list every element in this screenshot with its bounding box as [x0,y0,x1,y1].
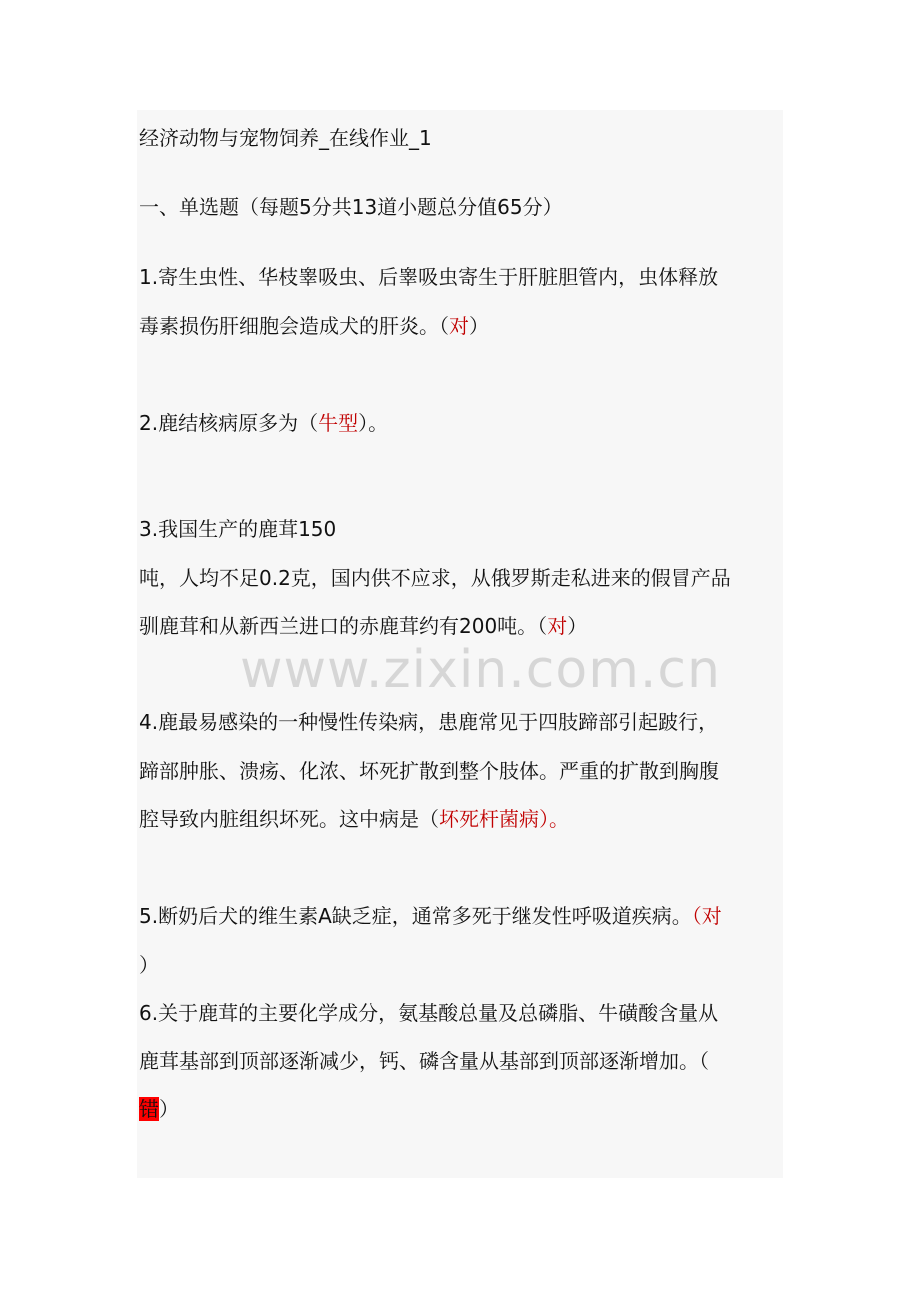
question-6-answer: 错 [139,1097,159,1121]
question-5-line-2: ） [139,953,159,977]
question-6-line-1: 6.关于鹿茸的主要化学成分，氨基酸总量及总磷脂、牛磺酸含量从 [139,1001,719,1025]
question-4-text: 腔导致内脏组织坏死。这中病是（ [139,807,439,831]
question-4-line-1: 4.鹿最易感染的一种慢性传染病，患鹿常见于四肢蹄部引起跛行， [139,710,719,734]
question-6-close: ） [159,1097,179,1121]
question-1-line-2 [139,312,489,340]
question-2-answer: 牛型 [318,411,359,435]
document-title: 经济动物与宠物饲养_在线作业_1 [139,126,432,150]
question-2-close: ）。 [358,411,389,435]
question-4-line-3 [139,805,569,833]
question-4-line-2: 蹄部肿胀、溃疡、化浓、坏死扩散到整个肢体。严重的扩散到胸腹 [139,759,719,783]
question-3-answer: 对 [547,614,568,638]
question-6-line-3 [139,1095,179,1123]
question-1-line-1: 1.寄生虫性、华枝睾吸虫、后睾吸虫寄生于肝脏胆管内，虫体释放 [139,265,719,289]
question-3-line-1: 3.我国生产的鹿茸150 [139,517,337,541]
question-2 [139,409,388,437]
question-1-text: 毒素损伤肝细胞会造成犬的肝炎。（ [139,314,449,338]
question-3-line-2: 吨，人均不足0.2克，国内供不应求，从俄罗斯走私进来的假冒产品 [139,566,731,590]
watermark: www.zixin.com.cn [240,640,721,700]
question-5-text: 5.断奶后犬的维生素A缺乏症，通常多死于继发性呼吸道疾病。 [139,904,692,928]
question-1-answer: 对 [449,314,469,338]
question-3-line-3 [139,612,587,640]
section-heading: 一、单选题（每题5分共13道小题总分值65分） [139,195,563,219]
question-5-answer: （对 [691,904,722,928]
question-3-close: ） [567,614,588,638]
question-3-text: 驯鹿茸和从新西兰进口的赤鹿茸约有200吨。（ [139,614,548,638]
question-5-line-1 [139,902,722,930]
question-2-text: 2.鹿结核病原多为（ [139,411,319,435]
question-6-line-2: 鹿茸基部到顶部逐渐减少，钙、磷含量从基部到顶部逐渐增加。（ [139,1049,709,1073]
question-1-close: ） [469,314,489,338]
question-4-answer: 坏死杆菌病）。 [439,807,569,831]
